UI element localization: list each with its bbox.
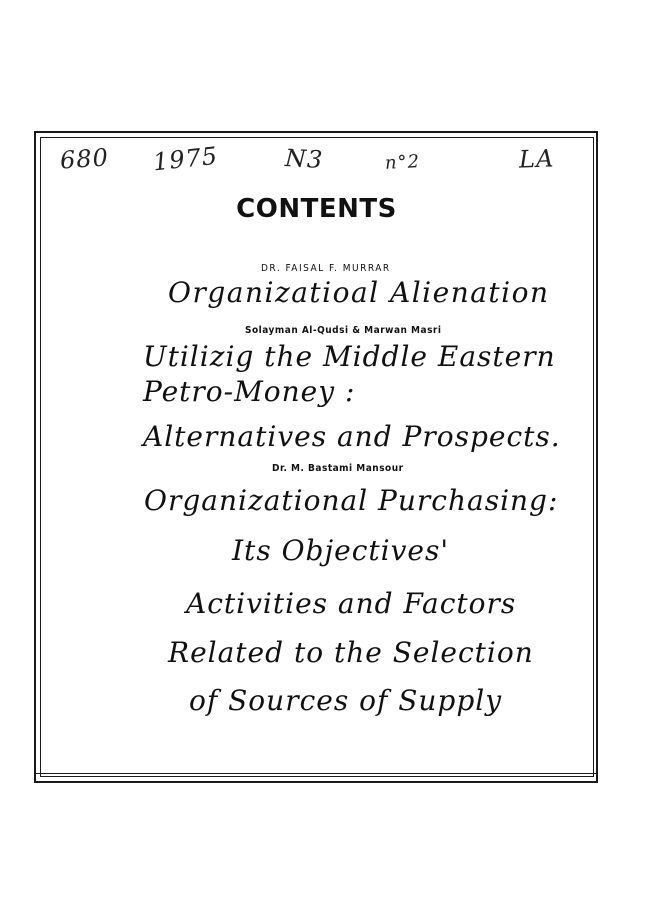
article-title: of Sources of Supply — [189, 684, 503, 717]
handwritten-note: LA — [518, 144, 555, 174]
contents-heading: CONTENTS — [236, 194, 397, 224]
handwritten-note: 1975 — [151, 141, 220, 177]
article-title: Activities and Factors — [186, 587, 517, 620]
handwritten-note: n°2 — [384, 151, 421, 174]
article-author: Solayman Al-Qudsi & Marwan Masri — [245, 325, 442, 336]
article-title: Utilizig the Middle Eastern — [143, 340, 556, 373]
page-border-inner — [40, 137, 594, 777]
article-title: Related to the Selection — [168, 636, 534, 669]
article-title: Its Objectives' — [232, 534, 450, 567]
handwritten-note: 680 — [59, 143, 110, 175]
page-border-bottom-rule — [34, 773, 598, 774]
article-title: Organizational Purchasing: — [144, 484, 559, 517]
article-title: Organizatioal Alienation — [168, 276, 550, 309]
handwritten-note: N3 — [284, 144, 324, 174]
article-author: Dr. M. Bastami Mansour — [272, 463, 404, 474]
article-author: DR. FAISAL F. MURRAR — [261, 263, 391, 274]
article-title: Petro-Money : — [143, 375, 356, 408]
article-title: Alternatives and Prospects. — [143, 420, 561, 453]
